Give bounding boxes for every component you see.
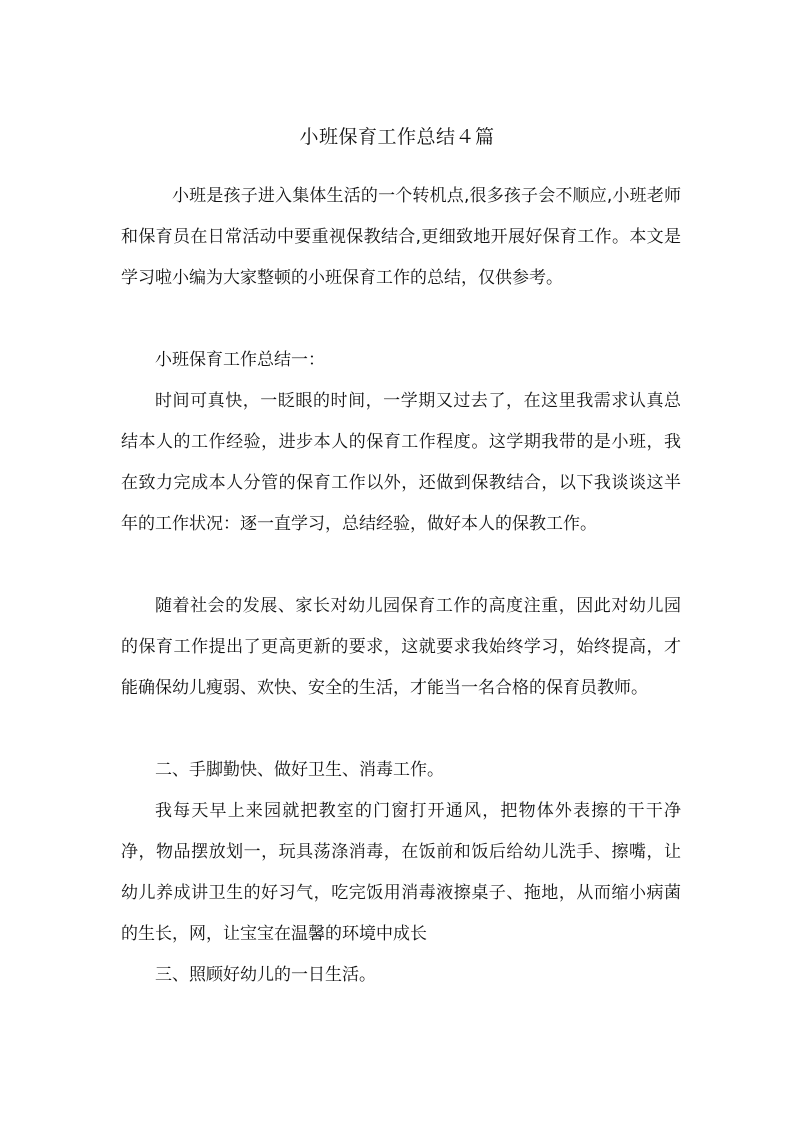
- paragraph-hygiene: 我每天早上来园就把教室的门窗打开通风，把物体外表擦的干干净净，物品摆放划一，玩具荡涤消毒，在饭前和饭后给幼儿洗手、擦嘴，让幼儿养成讲卫生的好习气，吃完饭用消毒液擦桌子、拖地，从而缩小病菌的生长，网，让宝宝在温馨的环境中成长: [121, 801, 681, 944]
- document-title: 小班保育工作总结４篇: [299, 126, 495, 148]
- paragraph-section-three-heading: 三、照顾好幼儿的一日生活。: [155, 965, 376, 985]
- paragraph-intro: 小班是孩子进入集体生活的一个转机点,很多孩子会不顺应,小班老师和保育员在日常活动中要重视保教结合,更细致地开展好保育工作。本文是学习啦小编为大家整顿的小班保育工作的总结，仅供参考。: [121, 186, 681, 288]
- paragraph-summary-one-heading: 小班保育工作总结一：: [155, 350, 325, 370]
- paragraph-society: 随着社会的发展、家长对幼儿园保育工作的高度注重，因此对幼儿园的保育工作提出了更高更新的要求，这就要求我始终学习，始终提高，才能确保幼儿瘦弱、欢快、安全的生活，才能当一名合格的保育员教师。: [121, 596, 681, 698]
- paragraph-time: 时间可真快，一眨眼的时间，一学期又过去了，在这里我需求认真总结本人的工作经验，进步本人的保育工作程度。这学期我带的是小班，我在致力完成本人分管的保育工作以外，还做到保教结合，以下我谈谈这半年的工作状况：逐一直学习，总结经验，做好本人的保教工作。: [121, 391, 681, 534]
- paragraph-section-two-heading: 二、手脚勤快、做好卫生、消毒工作。: [155, 760, 444, 780]
